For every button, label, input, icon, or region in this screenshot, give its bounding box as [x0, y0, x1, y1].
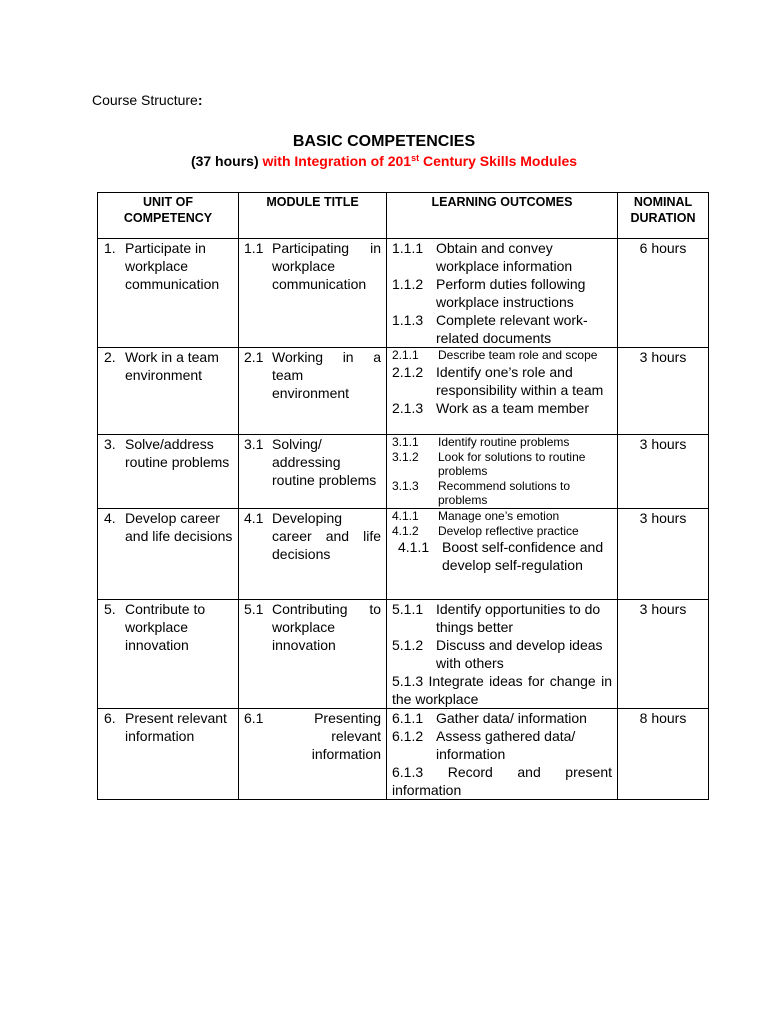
outcome-text: Recommend solutions to problems [438, 478, 571, 507]
outcome-number: 5.1.3 [392, 673, 424, 689]
table-row [98, 435, 709, 509]
outcome-text: Identify one’s role and responsibility within a team [436, 363, 604, 398]
unit-cell [98, 239, 239, 348]
outcome-number: 1.1.2 [392, 276, 424, 292]
outcome-text: Identify opportunities to do things better [436, 601, 601, 635]
outcome-number: 2.1.2 [392, 363, 424, 380]
outcome-number: 1.1.1 [392, 240, 424, 256]
unit-number: 5. [104, 601, 116, 617]
module-cell [239, 348, 387, 435]
duration-cell: 3 hours [618, 600, 709, 709]
outcome-text: Gather data/ information [436, 710, 587, 726]
outcome-number: 6.1.2 [392, 728, 424, 744]
unit-title: Develop career and life decisions [125, 510, 233, 544]
module-cell [239, 709, 387, 800]
header-unit: UNIT OF COMPETENCY [98, 193, 239, 239]
outcome-number: 3.1.1 [392, 435, 419, 449]
outcomes-cell [387, 509, 618, 600]
outcome-text: Discuss and develop ideas with others [436, 637, 603, 671]
module-cell [239, 509, 387, 600]
header-module: MODULE TITLE [239, 193, 387, 239]
unit-title: Contribute to workplace innovation [125, 601, 206, 653]
outcome-number: 6.1.3 [392, 764, 424, 780]
outcome-text: Integrate ideas for change in the workplace [392, 673, 612, 707]
subtitle-red-pre: with Integration of 201 [262, 153, 412, 169]
course-structure-label [92, 92, 203, 108]
outcome-text: Develop reflective practice [438, 523, 579, 538]
unit-cell [98, 509, 239, 600]
outcome-number: 4.1.2 [392, 523, 419, 538]
outcome-text: Manage one’s emotion [438, 509, 560, 523]
module-cell [239, 600, 387, 709]
outcome-number: 1.1.3 [392, 312, 424, 328]
competencies-table [97, 192, 709, 800]
outcome-text: Record and present information [392, 764, 613, 798]
outcome-number: 2.1.3 [392, 399, 424, 416]
module-number: 3.1 [244, 436, 264, 452]
duration-cell: 6 hours [618, 239, 709, 348]
unit-cell [98, 435, 239, 509]
unit-title: Work in a team environment [125, 349, 219, 383]
module-title: Solving/ addressing routine problems [272, 436, 377, 488]
outcome-number: 5.1.2 [392, 637, 424, 653]
subtitle-integration [263, 153, 578, 169]
course-structure-colon: : [197, 92, 203, 108]
outcome-text: Identify routine problems [438, 435, 570, 449]
duration-cell: 3 hours [618, 435, 709, 509]
subtitle-hours: (37 hours) [190, 153, 259, 169]
table-header-row [98, 193, 709, 239]
subtitle-sup: st [411, 153, 420, 163]
outcome-text: Work as a team member [436, 399, 590, 416]
outcome-text: Boost self-confidence and develop self-regulation [442, 539, 604, 573]
outcomes-cell [387, 435, 618, 509]
unit-title: Participate in workplace communication [125, 240, 220, 292]
module-number: 2.1 [244, 349, 264, 365]
outcomes-cell [387, 348, 618, 435]
duration-cell: 8 hours [618, 709, 709, 800]
table-row [98, 348, 709, 435]
unit-number: 2. [104, 349, 116, 365]
outcome-text: Perform duties following workplace instructions [436, 276, 586, 310]
table-row [98, 600, 709, 709]
unit-title: Present relevant information [125, 710, 227, 744]
page-title: BASIC COMPETENCIES [292, 133, 476, 150]
unit-cell [98, 709, 239, 800]
module-title: Working in a team environment [272, 349, 381, 401]
module-title: Contributing to workplace innovation [272, 601, 381, 653]
table-row [98, 709, 709, 800]
outcome-text: Obtain and convey workplace information [436, 240, 573, 274]
outcome-text: Complete relevant work-related documents [436, 312, 588, 346]
outcome-text: Look for solutions to routine problems [438, 449, 586, 478]
outcome-number: 2.1.1 [392, 348, 419, 362]
outcome-number: 3.1.3 [392, 478, 419, 493]
module-number: 5.1 [244, 601, 264, 617]
subtitle-red-post: Century Skills Modules [419, 153, 578, 169]
module-number: 4.1 [244, 510, 264, 526]
unit-number: 1. [104, 240, 116, 256]
outcome-text: Assess gathered data/ information [436, 728, 576, 762]
duration-cell: 3 hours [618, 348, 709, 435]
outcomes-cell [387, 600, 618, 709]
duration-cell: 3 hours [618, 509, 709, 600]
page-subtitle [0, 153, 768, 169]
module-title: Presenting relevant information [311, 710, 381, 762]
outcome-number: 4.1.1 [398, 539, 430, 555]
outcomes-cell [387, 709, 618, 800]
outcome-item [392, 763, 612, 799]
header-duration: NOMINAL DURATION [618, 193, 709, 239]
table-row [98, 239, 709, 348]
module-number: 1.1 [244, 240, 264, 256]
unit-title: Solve/address routine problems [125, 436, 230, 470]
module-number: 6.1 [244, 710, 264, 726]
unit-cell [98, 348, 239, 435]
header-outcomes: LEARNING OUTCOMES [387, 193, 618, 239]
outcomes-cell [387, 239, 618, 348]
unit-number: 6. [104, 710, 116, 726]
outcome-number: 3.1.2 [392, 449, 419, 464]
unit-number: 4. [104, 510, 116, 526]
module-title: Developing career and life decisions [272, 510, 381, 562]
outcome-item [392, 672, 612, 708]
module-cell [239, 239, 387, 348]
unit-number: 3. [104, 436, 116, 452]
unit-cell [98, 600, 239, 709]
module-title: Participating in workplace communication [272, 240, 381, 292]
outcome-number: 5.1.1 [392, 601, 424, 617]
outcome-number: 4.1.1 [392, 509, 419, 523]
outcome-number: 6.1.1 [392, 710, 424, 726]
table-row [98, 509, 709, 600]
outcome-text: Describe team role and scope [438, 348, 598, 362]
module-cell [239, 435, 387, 509]
course-structure-text: Course Structure [92, 92, 198, 108]
